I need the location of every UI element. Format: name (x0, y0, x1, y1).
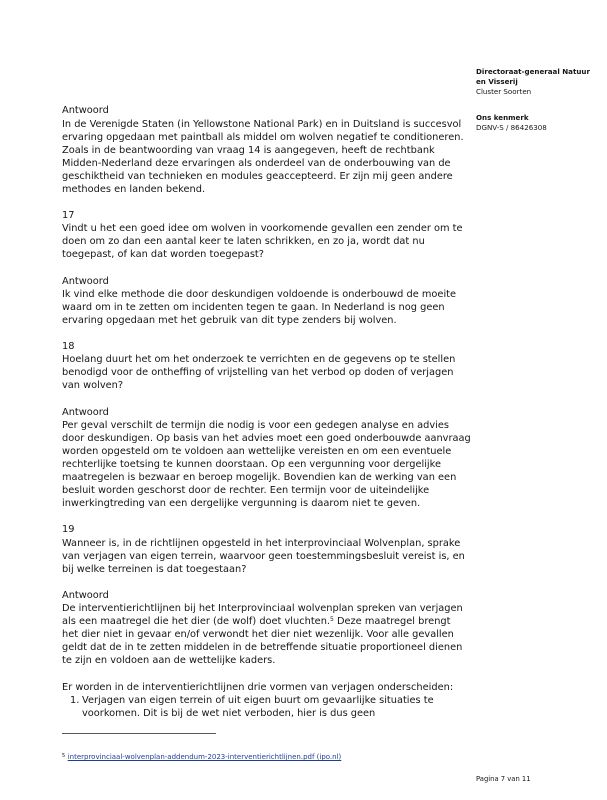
answer-text-line: In de Verenigde Staten (in Yellowstone National Park) en in Duitsland is succesvol (62, 118, 462, 130)
footnote-separator (62, 733, 216, 734)
question-number: 19 (62, 524, 75, 536)
answer-text-line: inwerkingtreding van een dergelijke vergunning is daarom niet te geven. (62, 498, 421, 510)
question-text-line: bij welke terreinen is dat toegestaan? (62, 563, 247, 575)
answer-heading: Antwoord (62, 105, 109, 117)
answer-block (62, 275, 472, 327)
footnote-link[interactable]: interprovinciaal-wolvenplan-addendum-2023-interventierichtlijnen.pdf (ipo.nl) (67, 753, 342, 761)
footnote (62, 752, 341, 762)
list-intro: Er worden in de interventierichtlijnen drie vormen van verjagen onderscheiden: (62, 681, 454, 693)
question-block (62, 523, 472, 575)
footnote-reference: 5 (330, 615, 334, 623)
answer-block (62, 104, 472, 196)
list-item-text-line: voorkomen. Dit is bij de wet niet verboden, hier is dus geen (82, 707, 376, 719)
letter-body (62, 104, 472, 719)
answer-text-line: Midden-Nederland deze ervaringen als onderdeel van de onderbouwing van de (62, 157, 451, 169)
letter-sidebar (476, 0, 601, 140)
answer-text-line: het dier niet in gevaar en/of verwondt het dier niet wezenlijk. Voor alle gevallen (62, 629, 454, 641)
answer-text-line: door deskundigen. Op basis van het advies moet een goed onderbouwde aanvraag (62, 432, 471, 444)
list-item-text-line: Verjagen van eigen terrein of uit eigen buurt om gevaarlijke situaties te (82, 694, 434, 706)
question-text-line: Wanneer is, in de richtlijnen opgesteld in het interprovinciaal Wolvenplan, sprake (62, 537, 461, 549)
question-text-line: benodigd voor de ontheffing of vrijstelling van het verbod op doden of verjagen (62, 367, 454, 379)
question-number: 18 (62, 341, 75, 353)
question-text-line: Vindt u het een goed idee om wolven in voorkomende gevallen een zender om te (62, 223, 463, 235)
answer-block (62, 406, 472, 511)
answer-text-line: methodes en landen bekend. (62, 184, 206, 195)
question-number: 17 (62, 210, 75, 222)
answer-text-line: geldt dat de in te zetten middelen in de betreffende situatie proportioneel dienen (62, 642, 463, 654)
answer-heading: Antwoord (62, 589, 109, 601)
reference-label: Ons kenmerk (476, 113, 529, 122)
answer-text-segment: Deze maatregel brengt (333, 616, 451, 628)
answer-text-segment: als een maatregel die het dier (de wolf) doet vluchten. (62, 616, 331, 628)
question-block (62, 209, 472, 261)
answer-heading: Antwoord (62, 275, 109, 287)
question-text-line: Hoelang duurt het om het onderzoek te verrichten en de gegevens op te stellen (62, 354, 456, 366)
answer-text-line: besluit worden geschorst door de rechter. Een termijn voor de uiteindelijke (62, 485, 430, 497)
answer-heading: Antwoord (62, 406, 109, 418)
department-name-line: Directoraat-generaal Natuur (476, 67, 590, 76)
answer-text-line: worden opgesteld om te voldoen aan wettelijke vereisten en om een eventuele (62, 445, 452, 457)
question-text-line: doen om zo dan een aantal keer te laten schrikken, en zo ja, wordt dat nu (62, 236, 425, 248)
answer-text-line: ervaring opgedaan met paintball als middel om wolven negatief te conditioneren. (62, 131, 464, 143)
answer-text-line: Ik vind elke methode die door deskundigen voldoende is onderbouwd de moeite (62, 288, 457, 300)
answer-text-line: te zijn en voldoen aan de wettelijke kaders. (62, 655, 276, 667)
question-text-line: toegepast, of kan dat worden toegepast? (62, 249, 264, 261)
answer-text-line: De interventierichtlijnen bij het Interprovinciaal wolvenplan spreken van verjagen (62, 603, 463, 614)
question-block (62, 340, 472, 392)
cluster-name: Cluster Soorten (476, 87, 532, 96)
answer-text-line: maatregelen is bezwaar en beroep mogelijk. Bovendien kan de werking van een (62, 472, 457, 484)
list-item-number: 1. (70, 694, 80, 706)
page-number: Pagina 7 van 11 (476, 775, 531, 783)
answer-text-line: waard om in te zetten om incidenten tegen te gaan. In Nederland is nog geen (62, 301, 445, 313)
list-item (62, 694, 472, 720)
question-text-line: van verjagen van eigen terrein, waarvoor geen toestemmingsbesluit vereist is, en (62, 550, 465, 562)
list-block (62, 681, 472, 720)
answer-text-line: Zoals in de beantwoording van vraag 14 is aangegeven, heeft de rechtbank (62, 144, 435, 156)
answer-text-line: rechterlijke toetsing te kunnen doorstaan. Op een vergunning voor dergelijke (62, 458, 441, 470)
reference-value: DGNV-S / 86426308 (476, 123, 547, 132)
department-name-line: en Visserij (476, 77, 518, 86)
answer-text-line: Per geval verschilt de termijn die nodig is voor een gedegen analyse en advies (62, 419, 450, 431)
footnote-marker: 5 (62, 752, 66, 759)
answer-block (62, 589, 472, 668)
question-text-line: van wolven? (62, 380, 124, 392)
answer-text-line: geschiktheid van technieken en modules geaccepteerd. Er zijn mij geen andere (62, 170, 453, 182)
answer-text-line: ervaring opgedaan met het gebruik van dit type zenders bij wolven. (62, 314, 397, 326)
answer-text-line (62, 615, 472, 628)
